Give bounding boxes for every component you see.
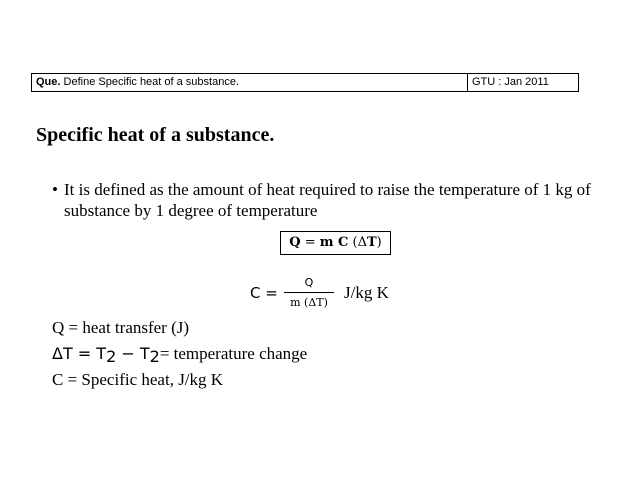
definition-bullet xyxy=(52,179,597,221)
exam-source: GTU : Jan 2011 xyxy=(467,74,578,91)
question-text: Define Specific heat of a substance. xyxy=(63,76,240,88)
delta-t-rest: = temperature change xyxy=(159,344,308,363)
formula-numerator: Q xyxy=(304,276,314,289)
boxed-eq-paren-close: ) xyxy=(376,235,382,250)
definition-text: It is defined as the amount of heat required to raise the temperature of 1 kg of substance by 1 degree of temperature xyxy=(64,180,591,220)
question-header xyxy=(31,73,579,92)
formula-fraction xyxy=(284,276,334,310)
page-title: Specific heat of a substance. xyxy=(36,124,275,146)
definition-c: C = Specific heat, J/kg K xyxy=(52,370,224,389)
boxed-eq-op: = xyxy=(300,235,320,250)
delta-t-sub1: 2 xyxy=(106,347,117,366)
delta-t-sub2: 2 xyxy=(149,347,160,366)
definition-q: Q = heat transfer (J) xyxy=(52,318,190,337)
fraction-bar xyxy=(284,292,334,293)
bullet-icon: • xyxy=(52,180,58,199)
definition-delta-t xyxy=(52,344,307,364)
question-label: Que. xyxy=(36,76,61,88)
boxed-eq-rhs: m C xyxy=(319,235,349,250)
boxed-eq-lhs: Q xyxy=(289,235,301,250)
boxed-equation xyxy=(280,231,391,255)
boxed-eq-paren-open: (Δ xyxy=(348,235,367,250)
delta-t-lhs: ΔT = T xyxy=(52,344,107,363)
formula-lhs: C = xyxy=(250,284,278,302)
delta-t-mid: − T xyxy=(116,344,150,363)
question-cell xyxy=(32,74,467,91)
formula-unit: J/kg K xyxy=(344,283,389,302)
specific-heat-formula xyxy=(250,276,450,312)
boxed-eq-paren-var: T xyxy=(366,235,377,250)
formula-denominator: m (ΔT) xyxy=(290,296,328,309)
